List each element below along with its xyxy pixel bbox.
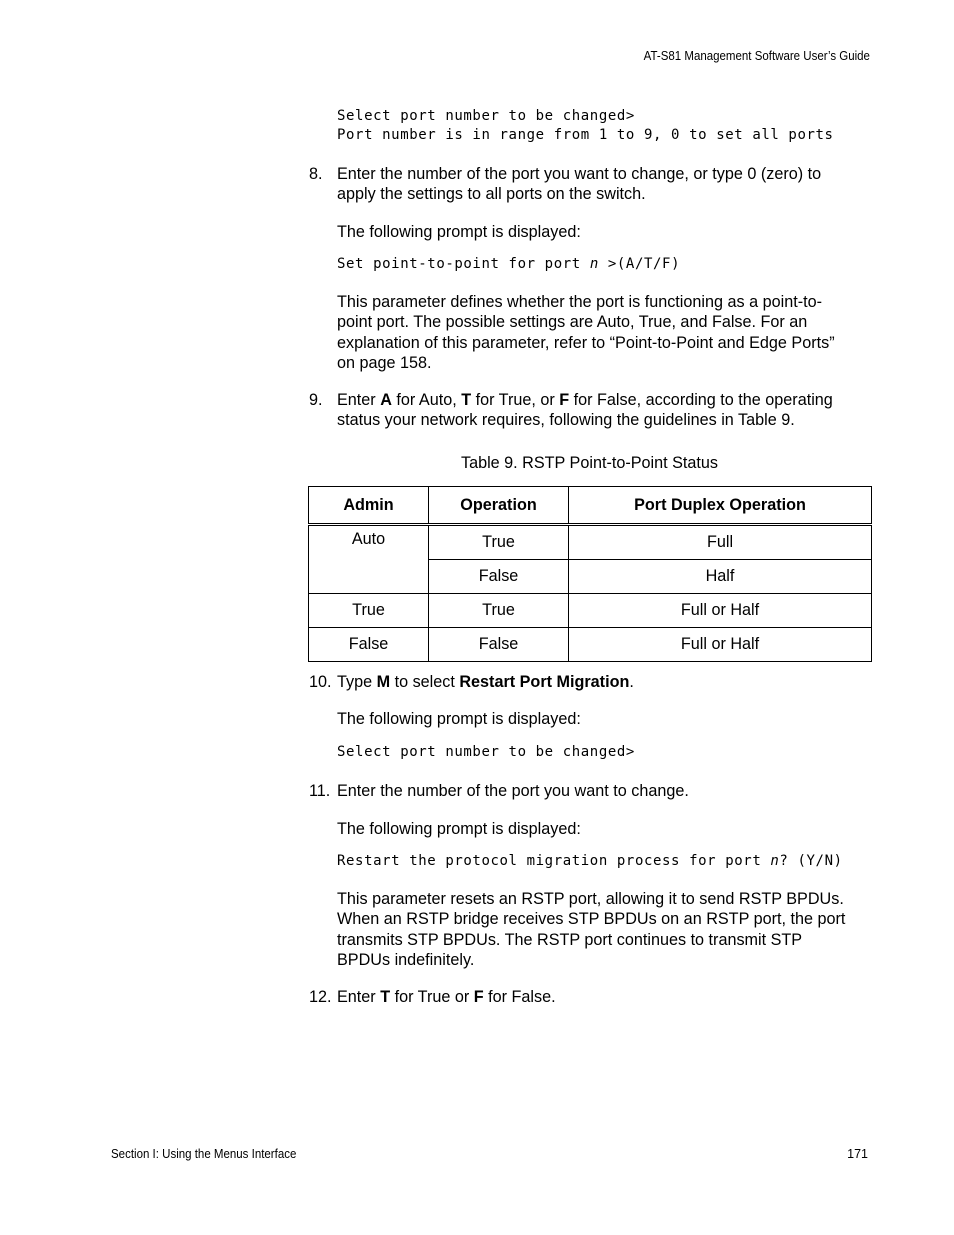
step-number: 12.	[309, 988, 332, 1006]
column-header: Port Duplex Operation	[569, 487, 872, 525]
text-run: Enter	[337, 988, 381, 1006]
code-line	[337, 256, 680, 272]
text-run: Type	[337, 673, 377, 691]
step-text-line: status your network requires, following the guidelines in Table 9.	[337, 411, 795, 430]
text-run: Enter	[337, 391, 381, 409]
rstp-table	[308, 486, 872, 662]
table-caption: Table 9. RSTP Point-to-Point Status	[460, 454, 719, 472]
code-text: Restart the protocol migration process for port	[337, 853, 771, 869]
footer-section: Section I: Using the Menus Interface	[111, 1147, 297, 1161]
prompt-intro: The following prompt is displayed:	[337, 223, 581, 241]
table-cell: True	[429, 594, 569, 628]
running-header: AT-S81 Management Software User’s Guide	[643, 49, 870, 63]
step-text	[337, 164, 872, 205]
text-run: for False.	[483, 988, 556, 1006]
step-text	[337, 672, 872, 692]
page-number: 171	[847, 1147, 868, 1161]
description	[337, 889, 872, 970]
table-cell: False	[429, 628, 569, 662]
text-run: for False, according to the operating	[569, 391, 833, 409]
text-run: to select	[390, 673, 460, 691]
code-line	[337, 853, 843, 869]
text-run: for Auto,	[391, 391, 462, 409]
table-row	[309, 594, 872, 628]
key-label: F	[473, 988, 484, 1006]
table-cell: Auto	[309, 525, 429, 594]
table-cell: Half	[569, 560, 872, 594]
code-text: ? (Y/N)	[779, 853, 843, 869]
description-line: When an RSTP bridge receives STP BPDUs on an RSTP port, the port	[337, 910, 846, 929]
table-row	[309, 525, 872, 560]
code-text: >(A/T/F)	[598, 256, 681, 272]
step-number: 9.	[309, 391, 323, 409]
code-line: Select port number to be changed>	[337, 744, 635, 760]
table-cell: Full or Half	[569, 628, 872, 662]
step-text	[337, 987, 872, 1007]
step-text-line: Enter the number of the port you want to change, or type 0 (zero) to	[337, 165, 822, 183]
key-label: M	[376, 673, 391, 691]
column-header: Admin	[309, 487, 429, 525]
table-cell: Full	[569, 525, 872, 560]
table-cell: True	[429, 525, 569, 560]
step-number: 11.	[309, 782, 331, 800]
table-row	[309, 628, 872, 662]
description-line: point port. The possible settings are Auto, True, and False. For an	[337, 313, 808, 332]
key-label: T	[380, 988, 391, 1006]
table-cell: True	[309, 594, 429, 628]
table-header-row	[309, 487, 872, 525]
step-text-line	[337, 390, 872, 410]
table-cell: False	[429, 560, 569, 594]
description-line: This parameter resets an RSTP port, allowing it to send RSTP BPDUs.	[337, 890, 844, 908]
code-variable: n	[589, 256, 599, 272]
key-label: A	[380, 391, 392, 409]
step-text-line: apply the settings to all ports on the switch.	[337, 185, 646, 204]
description-line: explanation of this parameter, refer to “Point-to-Point and Edge Ports”	[337, 333, 835, 352]
step-number: 10.	[309, 673, 332, 691]
text-run: .	[629, 673, 634, 691]
prompt-intro: The following prompt is displayed:	[337, 710, 581, 728]
description-line: This parameter defines whether the port is functioning as a point-to-	[337, 293, 822, 311]
column-header: Operation	[429, 487, 569, 525]
menu-option-label: Restart Port Migration	[459, 673, 630, 691]
step-text	[337, 390, 872, 431]
text-run: for True or	[390, 988, 474, 1006]
prompt-intro: The following prompt is displayed:	[337, 820, 581, 838]
description	[337, 292, 872, 373]
table-cell: False	[309, 628, 429, 662]
text-run: for True, or	[471, 391, 560, 409]
description-line: BPDUs indefinitely.	[337, 950, 475, 969]
key-label: T	[461, 391, 472, 409]
description-line: transmits STP BPDUs. The RSTP port continues to transmit STP	[337, 930, 803, 949]
table-cell: Full or Half	[569, 594, 872, 628]
code-line: Select port number to be changed>	[337, 108, 635, 124]
code-line: Port number is in range from 1 to 9, 0 to set all ports	[337, 127, 834, 143]
key-label: F	[559, 391, 570, 409]
code-text: Set point-to-point for port	[337, 256, 590, 272]
code-variable: n	[770, 853, 780, 869]
description-line: on page 158.	[337, 353, 432, 372]
step-number: 8.	[309, 165, 323, 183]
step-text: Enter the number of the port you want to change.	[337, 782, 689, 800]
